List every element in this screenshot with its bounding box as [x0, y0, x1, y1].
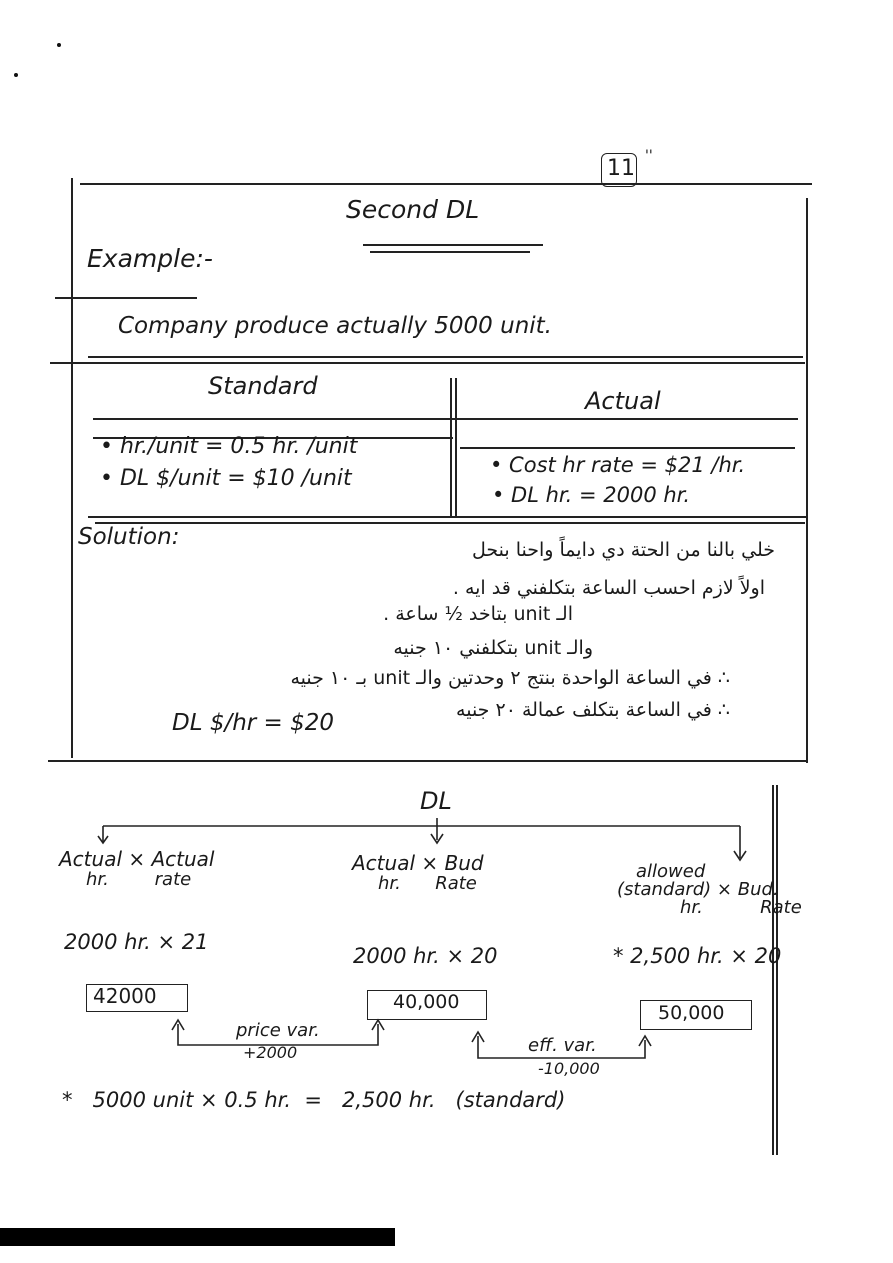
arabic-line-2: اولاً لازم احسب الساعة بتكلفني قد ايه .: [452, 577, 765, 599]
price-variance-label: price var.: [236, 1020, 320, 1041]
arabic-line-5: ∴ في الساعة الواحدة بنتج ٢ وحدتين والـ unit بـ ١٠ جنيه: [290, 667, 730, 689]
page-title: Second DL: [346, 195, 480, 224]
col1-label-bottom: hr. rate: [86, 869, 192, 890]
actual-header: Actual: [585, 387, 661, 415]
arabic-line-1: خلي بالنا من الحتة دي دايماً واحنا بنحل: [472, 539, 775, 561]
col2-calc: 2000 hr. × 20: [353, 944, 498, 968]
arabic-line-4: والـ unit بتكلفني ١٠ جنيه: [393, 637, 593, 659]
col3-result: 50,000: [658, 1002, 725, 1024]
price-variance-value: +2000: [243, 1043, 298, 1062]
dl-rate-result: DL $/hr = $20: [172, 710, 335, 736]
page-number: 11: [607, 156, 635, 181]
actual-line-2: • DL hr. = 2000 hr.: [492, 483, 691, 507]
variance-title: DL: [420, 787, 452, 815]
col3-label-top: allowed: [636, 861, 706, 882]
col1-result: 42000: [93, 984, 157, 1008]
standard-line-1: • hr./unit = 0.5 hr. /unit: [100, 434, 358, 459]
arabic-line-6: ∴ في الساعة بتكلف عمالة ٢٠ جنيه: [456, 699, 730, 721]
col2-label-bottom: hr. Rate: [378, 873, 477, 894]
col2-label-top: Actual × Bud: [352, 851, 484, 875]
example-label: Example:-: [87, 244, 213, 273]
efficiency-variance-value: -10,000: [538, 1059, 600, 1078]
efficiency-variance-label: eff. var.: [528, 1035, 597, 1056]
scan-edge-bar: [0, 1228, 395, 1246]
col3-label-mid: (standard) × Bud.: [617, 879, 779, 900]
solution-label: Solution:: [78, 524, 180, 550]
actual-line-1: • Cost hr rate = $21 /hr.: [490, 453, 746, 477]
col1-calc: 2000 hr. × 21: [64, 930, 209, 954]
standard-line-2: • DL $/unit = $10 /unit: [100, 466, 352, 491]
standard-header: Standard: [208, 372, 318, 400]
col3-calc: * 2,500 hr. × 20: [613, 944, 782, 968]
arabic-line-3: الـ unit بتاخد ½ ساعة .: [383, 603, 573, 625]
col2-result: 40,000: [393, 991, 460, 1013]
page-number-mark: '': [645, 148, 653, 164]
footnote: * 5000 unit × 0.5 hr. = 2,500 hr. (standard): [62, 1088, 566, 1112]
col1-label-top: Actual × Actual: [59, 847, 215, 871]
problem-statement: Company produce actually 5000 unit.: [118, 313, 552, 339]
col3-label-bottom: hr. Rate: [680, 897, 802, 918]
